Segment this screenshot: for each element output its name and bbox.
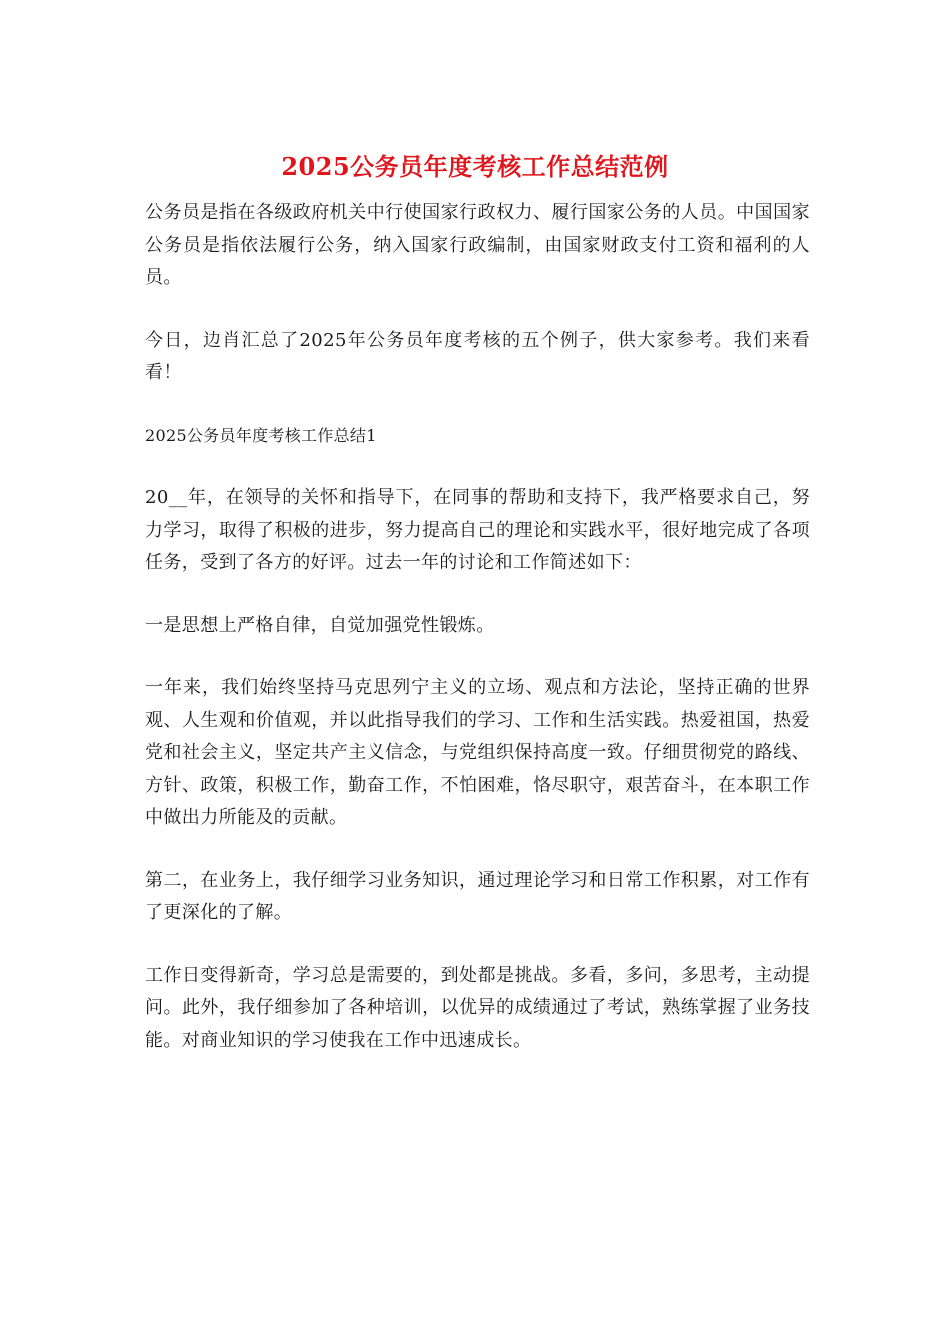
paragraph-point-one-detail: 一年来，我们始终坚持马克思列宁主义的立场、观点和方法论，坚持正确的世界观、人生观和价值观，并以此指导我们的学习、工作和生活实践。热爱祖国，热爱党和社会主义，坚定共产主义信念，与党组织保持高度一致。仔细贯彻党的路线、方针、政策，积极工作，勤奋工作，不怕困难，恪尽职守，艰苦奋斗，在本职工作中做出力所能及的贡献。 [145,677,810,828]
paragraph-point-two: 第二，在业务上，我仔细学习业务知识，通过理论学习和日常工作积累，对工作有了更深化的了解。 [145,869,810,923]
paragraph-point-two-detail: 工作日变得新奇，学习总是需要的，到处都是挑战。多看，多问，多思考，主动提问。此外，我仔细参加了各种培训，以优异的成绩通过了考试，熟练掌握了业务技能。对商业知识的学习使我在工作中迅速成长。 [145,964,810,1051]
document-title: 2025公务员年度考核工作总结范例 [281,152,669,181]
paragraph-point-one: 一是思想上严格自律，自觉加强党性锻炼。 [145,614,495,636]
paragraph-summary: 20__年，在领导的关怀和指导下，在同事的帮助和支持下，我严格要求自己，努力学习，取得了积极的进步，努力提高自己的理论和实践水平，很好地完成了各项任务，受到了各方的好评。过去一年的讨论和工作简述如下： [145,487,810,573]
paragraph-intro: 公务员是指在各级政府机关中行使国家行政权力、履行国家公务的人员。中国国家公务员是指依法履行公务，纳入国家行政编制，由国家财政支付工资和福利的人员。 [145,202,810,288]
section-heading: 2025公务员年度考核工作总结1 [145,425,377,445]
document-body [145,197,810,1087]
paragraph-overview: 今日，边肖汇总了2025年公务员年度考核的五个例子，供大家参考。我们来看看！ [145,329,810,383]
